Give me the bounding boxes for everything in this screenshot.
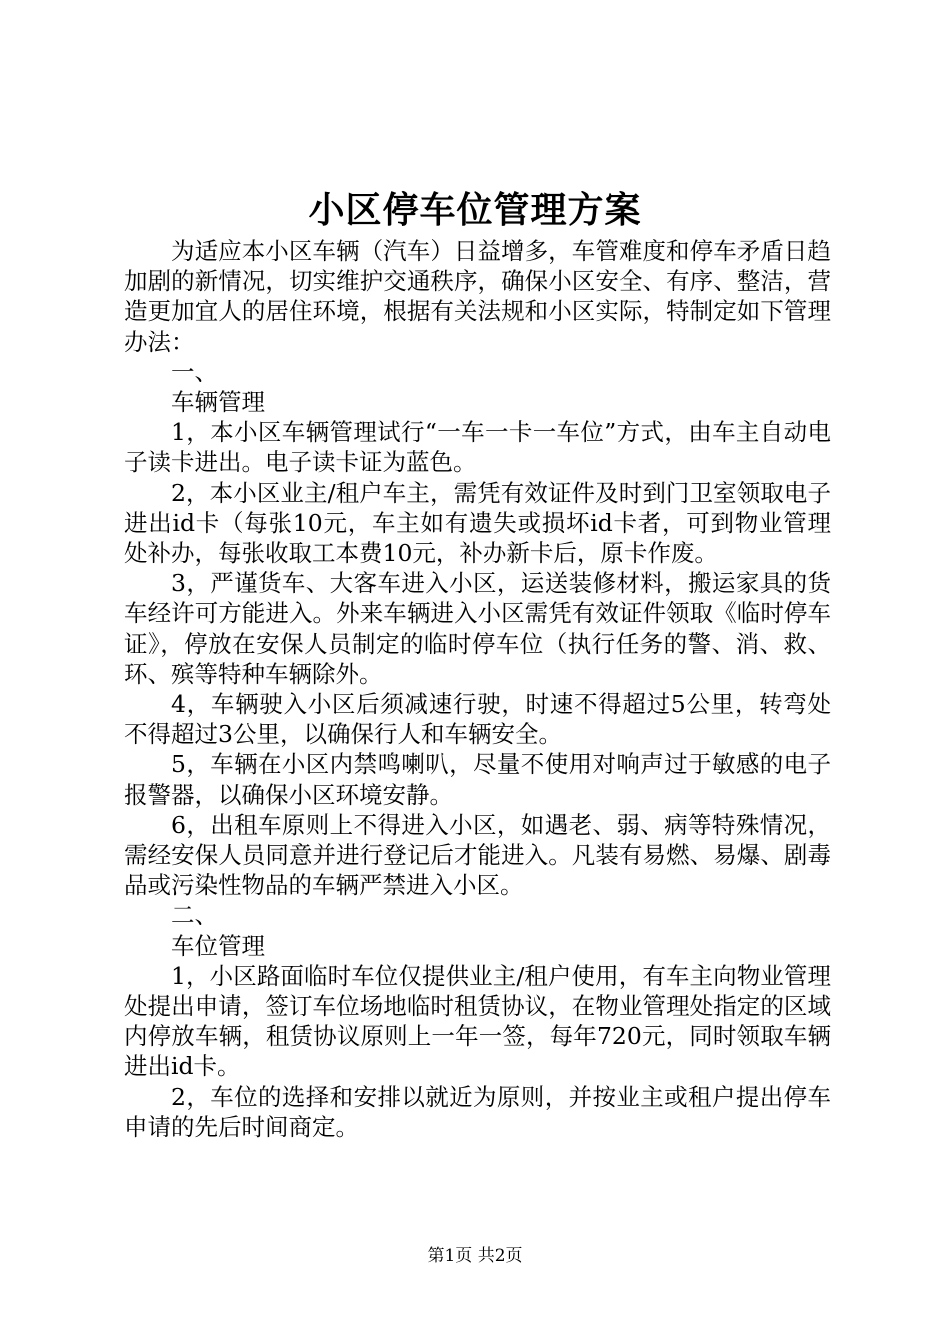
paragraph-vehicle-rule-6: 6，出租车原则上不得进入小区，如遇老、弱、病等特殊情况，需经安保人员同意并进行登记后才能进入。凡装有易燃、易爆、剧毒品或污染性物品的车辆严禁进入小区。 [124,810,831,900]
paragraph-vehicle-rule-2: 2，本小区业主/租户车主，需凭有效证件及时到门卫室领取电子进出id卡（每张10元，车主如有遗失或损坏id卡者，可到物业管理处补办，每张收取工本费10元，补办新卡后，原卡作废。 [124,478,831,568]
document-title: 小区停车位管理方案 [308,189,642,231]
paragraph-parking-rule-2: 2，车位的选择和安排以就近为原则，并按业主或租户提出停车申请的先后时间商定。 [124,1082,831,1141]
paragraph-parking-rule-1: 1，小区路面临时车位仅提供业主/租户使用，有车主向物业管理处提出申请，签订车位场地临时租赁协议，在物业管理处指定的区域内停放车辆，租赁协议原则上一年一签，每年720元，同时领取车辆进出id卡。 [124,961,831,1081]
paragraph-intro: 为适应本小区车辆（汽车）日益增多，车管难度和停车矛盾日趋加剧的新情况，切实维护交通秩序，确保小区安全、有序、整洁，营造更加宜人的居住环境，根据有关法规和小区实际，特制定如下管理办法： [124,237,831,356]
section-heading-parking-management: 车位管理 [171,931,265,960]
page-footer: 第1页 共2页 [427,1246,523,1266]
paragraph-vehicle-rule-5: 5，车辆在小区内禁鸣喇叭，尽量不使用对响声过于敏感的电子报警器，以确保小区环境安静。 [124,750,831,809]
section-heading-vehicle-management: 车辆管理 [171,388,265,417]
document-body [124,236,831,1142]
section-number-2: 二、 [171,901,218,930]
paragraph-vehicle-rule-4: 4，车辆驶入小区后须减速行驶，时速不得超过5公里，转弯处不得超过3公里，以确保行人和车辆安全。 [124,690,831,749]
paragraph-vehicle-rule-1: 1，本小区车辆管理试行“一车一卡一车位”方式，由车主自动电子读卡进出。电子读卡证为蓝色。 [124,418,831,477]
paragraph-vehicle-rule-3: 3，严谨货车、大客车进入小区，运送装修材料，搬运家具的货车经许可方能进入。外来车辆进入小区需凭有效证件领取《临时停车证》，停放在安保人员制定的临时停车位（执行任务的警、消、救、环、殡等特种车辆除外。 [124,569,831,688]
section-number-1: 一、 [171,357,218,386]
